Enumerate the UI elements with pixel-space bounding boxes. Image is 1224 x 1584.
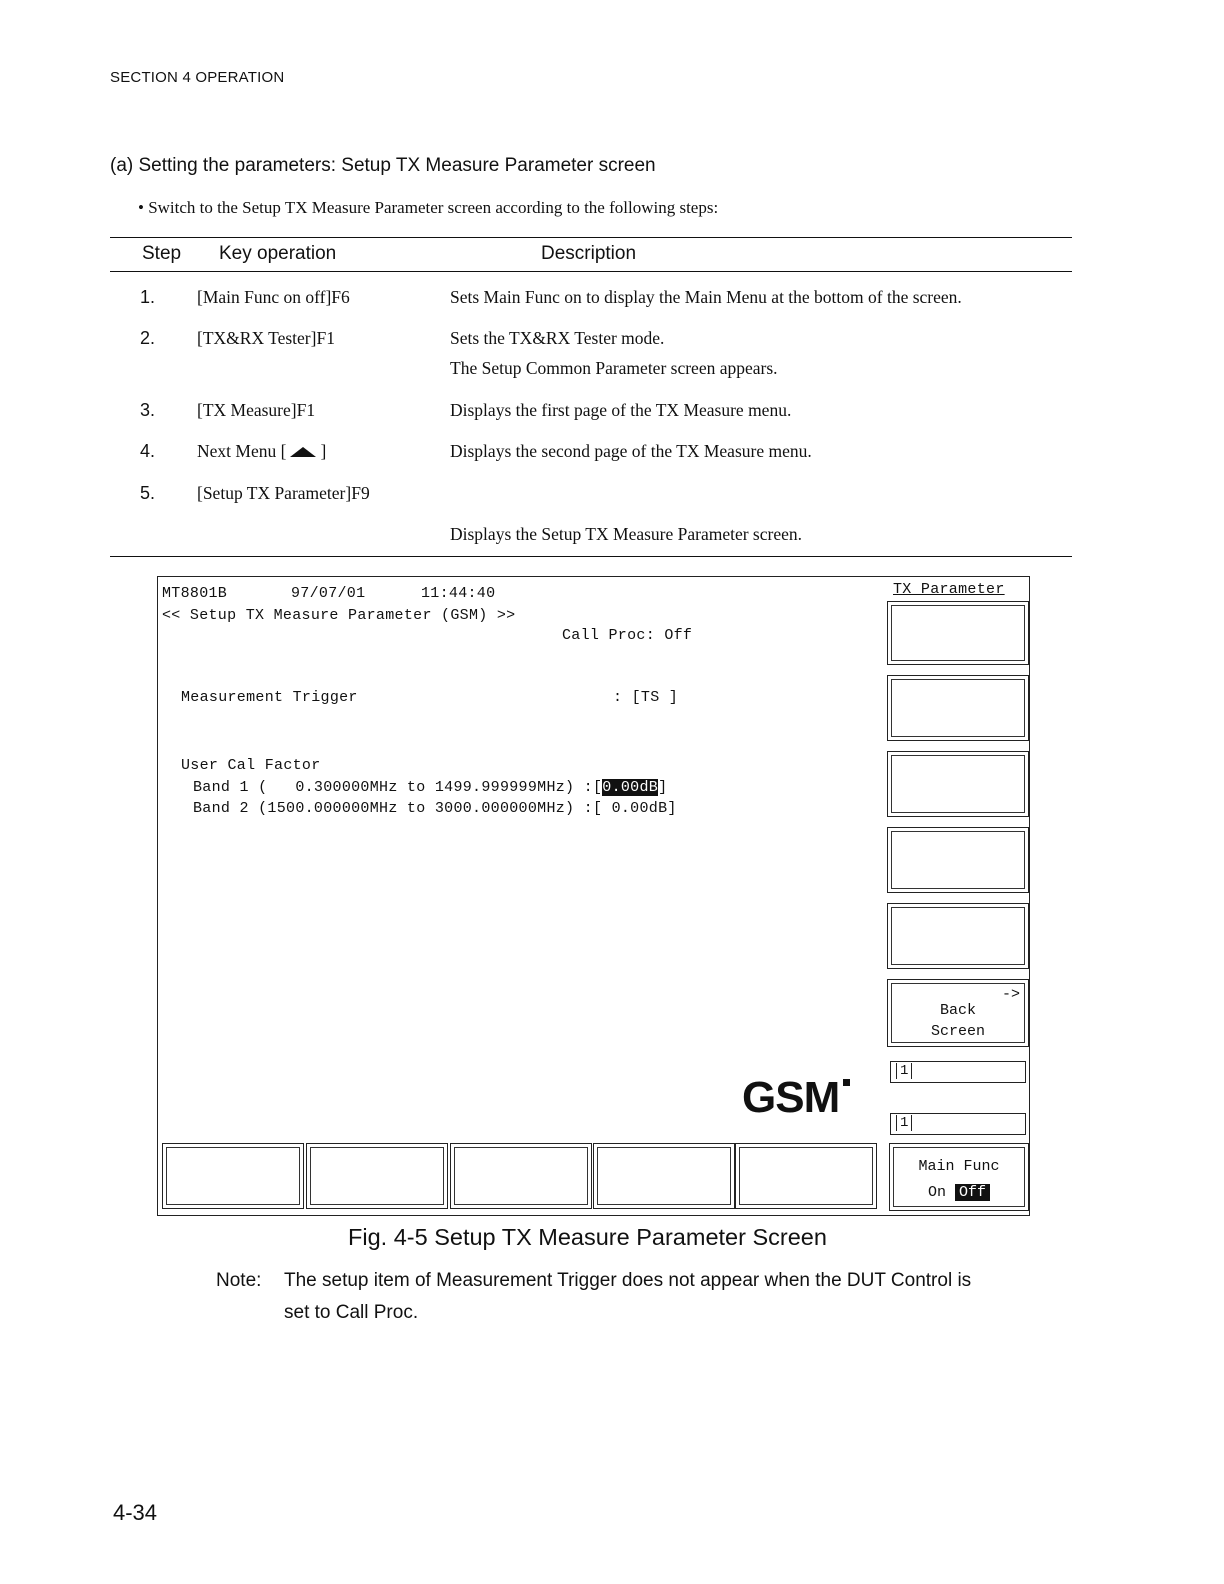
table-header-description: Description bbox=[541, 243, 637, 264]
step-description: Sets Main Func on to display the Main Menu at the bottom of the screen. bbox=[450, 287, 962, 307]
instrument-screen bbox=[157, 576, 1030, 1216]
step-description: Displays the second page of the TX Measure menu. bbox=[450, 441, 812, 461]
function-key-4[interactable] bbox=[887, 827, 1029, 893]
subheading: (a) Setting the parameters: Setup TX Measure Parameter screen bbox=[110, 155, 656, 176]
screen-title: << Setup TX Measure Parameter (GSM) >> bbox=[162, 607, 516, 624]
band1-row bbox=[193, 779, 667, 796]
up-triangle-icon bbox=[288, 444, 318, 458]
step-description: The Setup Common Parameter screen appears. bbox=[450, 358, 778, 378]
table-bottom-rule bbox=[110, 556, 1072, 557]
step-key-operation: [Setup TX Parameter]F9 bbox=[197, 483, 370, 503]
note-line-2: set to Call Proc. bbox=[284, 1302, 419, 1323]
note-line-1: The setup item of Measurement Trigger does not appear when the DUT Control is bbox=[284, 1270, 972, 1291]
page-number: 4-34 bbox=[113, 1500, 158, 1525]
main-func-key[interactable] bbox=[889, 1143, 1029, 1211]
indicator-1 bbox=[890, 1061, 1026, 1083]
band1-label: Band 1 ( 0.300000MHz to 1499.999999MHz) :[ bbox=[193, 779, 603, 796]
function-key-2[interactable] bbox=[887, 675, 1029, 741]
step-key-operation: [Main Func on off]F6 bbox=[197, 287, 350, 307]
figure-caption: Fig. 4-5 Setup TX Measure Parameter Screen bbox=[348, 1224, 827, 1250]
table-header-step: Step bbox=[142, 243, 182, 264]
main-func-label: Main Func bbox=[918, 1158, 1000, 1175]
main-func-state bbox=[890, 1184, 1028, 1201]
function-key-3[interactable] bbox=[887, 751, 1029, 817]
gsm-logo bbox=[742, 1073, 850, 1123]
date-label: 97/07/01 bbox=[291, 585, 366, 602]
table-top-rule bbox=[110, 237, 1072, 238]
bottom-key-3[interactable] bbox=[450, 1143, 592, 1209]
step-number: 2. bbox=[140, 328, 156, 348]
bottom-key-2[interactable] bbox=[306, 1143, 448, 1209]
step-description: Sets the TX&RX Tester mode. bbox=[450, 328, 665, 348]
step-description: Displays the first page of the TX Measure menu. bbox=[450, 400, 792, 420]
step-key-operation: [TX&RX Tester]F1 bbox=[197, 328, 335, 348]
step-key-operation bbox=[197, 441, 326, 462]
call-proc-status: Call Proc: Off bbox=[562, 627, 693, 644]
band2-row[interactable]: Band 2 (1500.000000MHz to 3000.000000MHz) :[ 0.00dB] bbox=[193, 800, 677, 817]
next-menu-label: Next Menu [ bbox=[197, 441, 287, 461]
step-number: 1. bbox=[140, 287, 156, 307]
indicator-1-value: 1 bbox=[896, 1063, 912, 1079]
model-label: MT8801B bbox=[162, 585, 228, 602]
step-number: 5. bbox=[140, 483, 156, 503]
bottom-key-4[interactable] bbox=[593, 1143, 735, 1209]
intro-text: • Switch to the Setup TX Measure Parameter screen according to the following steps: bbox=[138, 198, 719, 217]
time-label: 11:44:40 bbox=[421, 585, 496, 602]
gsm-logo-text: GSM bbox=[742, 1073, 840, 1122]
main-func-on: On bbox=[927, 1184, 946, 1201]
back-arrow: -> bbox=[1001, 986, 1020, 1003]
indicator-2 bbox=[890, 1113, 1026, 1135]
gsm-logo-dot bbox=[843, 1079, 850, 1086]
step-number: 4. bbox=[140, 441, 156, 461]
step-number: 3. bbox=[140, 400, 156, 420]
main-func-off: Off bbox=[955, 1184, 990, 1201]
next-menu-close: ] bbox=[320, 441, 327, 461]
step-key-operation: [TX Measure]F1 bbox=[197, 400, 316, 420]
back-screen-line2: Screen bbox=[930, 1023, 985, 1040]
bottom-key-5[interactable] bbox=[735, 1143, 877, 1209]
back-screen-line1: Back bbox=[939, 1002, 976, 1019]
band1-close: ] bbox=[658, 779, 668, 796]
user-cal-factor-label: User Cal Factor bbox=[181, 757, 321, 774]
function-key-1[interactable] bbox=[887, 601, 1029, 665]
indicator-2-value: 1 bbox=[896, 1115, 912, 1131]
table-header-rule bbox=[110, 271, 1072, 272]
step-description: Displays the Setup TX Measure Parameter screen. bbox=[450, 524, 802, 544]
function-key-5[interactable] bbox=[887, 903, 1029, 969]
measurement-trigger-value[interactable]: : [TS ] bbox=[613, 689, 679, 706]
band1-value[interactable]: 0.00dB bbox=[602, 779, 659, 796]
table-header-key: Key operation bbox=[219, 243, 337, 264]
back-screen-key[interactable] bbox=[887, 979, 1029, 1047]
section-header: SECTION 4 OPERATION bbox=[110, 69, 285, 86]
bottom-key-1[interactable] bbox=[162, 1143, 304, 1209]
menu-title: TX Parameter bbox=[893, 581, 1005, 598]
measurement-trigger-label: Measurement Trigger bbox=[181, 689, 358, 706]
note-label: Note: bbox=[216, 1270, 262, 1291]
